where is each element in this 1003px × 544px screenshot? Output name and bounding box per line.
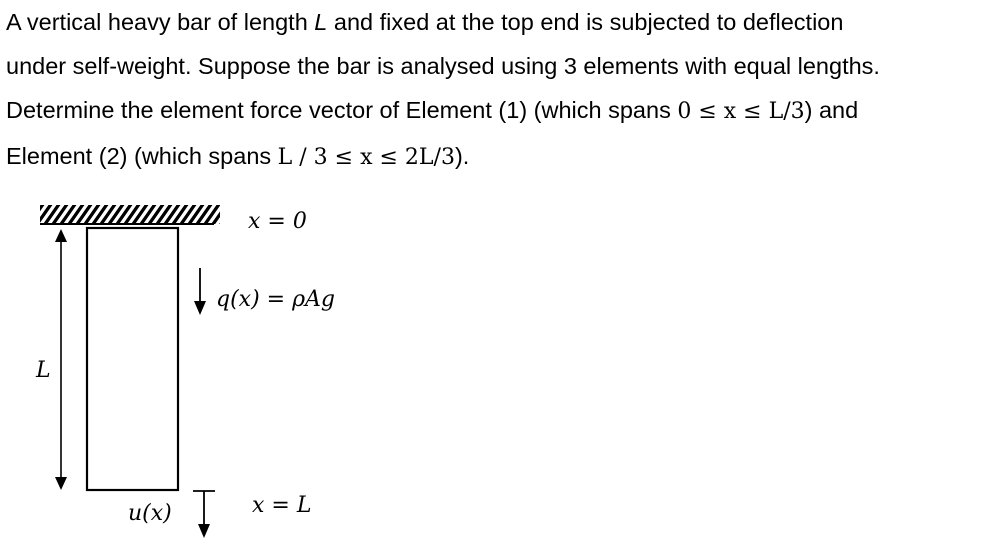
problem-line-1-text-b: and fixed at the top end is subjected to deflection bbox=[327, 9, 844, 35]
label-x-equals-0: x = 0 bbox=[248, 209, 307, 234]
element-2-span-math: L / 3 ≤ x ≤ 2L/3 bbox=[277, 145, 455, 170]
problem-line-4-text-b: ). bbox=[454, 143, 470, 169]
bar-body bbox=[87, 228, 178, 490]
fixed-support-hatch bbox=[40, 205, 220, 224]
problem-line-4-text-a: Element (2) (which spans bbox=[6, 143, 278, 169]
fixed-support bbox=[40, 205, 220, 224]
problem-line-3-text-b: ) and bbox=[804, 97, 859, 123]
length-arrow-top bbox=[55, 229, 67, 242]
displacement-arrow-head bbox=[198, 524, 210, 538]
label-displacement: u(x) bbox=[128, 501, 172, 526]
label-length: L bbox=[36, 358, 51, 383]
displacement-arrow bbox=[193, 491, 215, 538]
length-dimension-arrow bbox=[55, 229, 67, 490]
problem-line-2-text: under self-weight. Suppose the bar is analysed using 3 elements with equal lengths. bbox=[6, 53, 880, 79]
label-distributed-load: q(x) = ρAg bbox=[216, 287, 335, 312]
problem-line-1-text-a: A vertical heavy bar of length bbox=[6, 9, 315, 35]
load-arrow bbox=[194, 268, 206, 315]
length-arrow-bottom bbox=[55, 477, 67, 490]
problem-line-3-text-a: Determine the element force vector of Element (1) (which spans bbox=[6, 97, 678, 123]
label-x-equals-L: x = L bbox=[252, 493, 312, 518]
load-arrow-head bbox=[194, 301, 206, 315]
problem-line-1-var: L bbox=[314, 9, 328, 35]
element-1-span-math: 0 ≤ x ≤ L/3 bbox=[677, 99, 805, 124]
